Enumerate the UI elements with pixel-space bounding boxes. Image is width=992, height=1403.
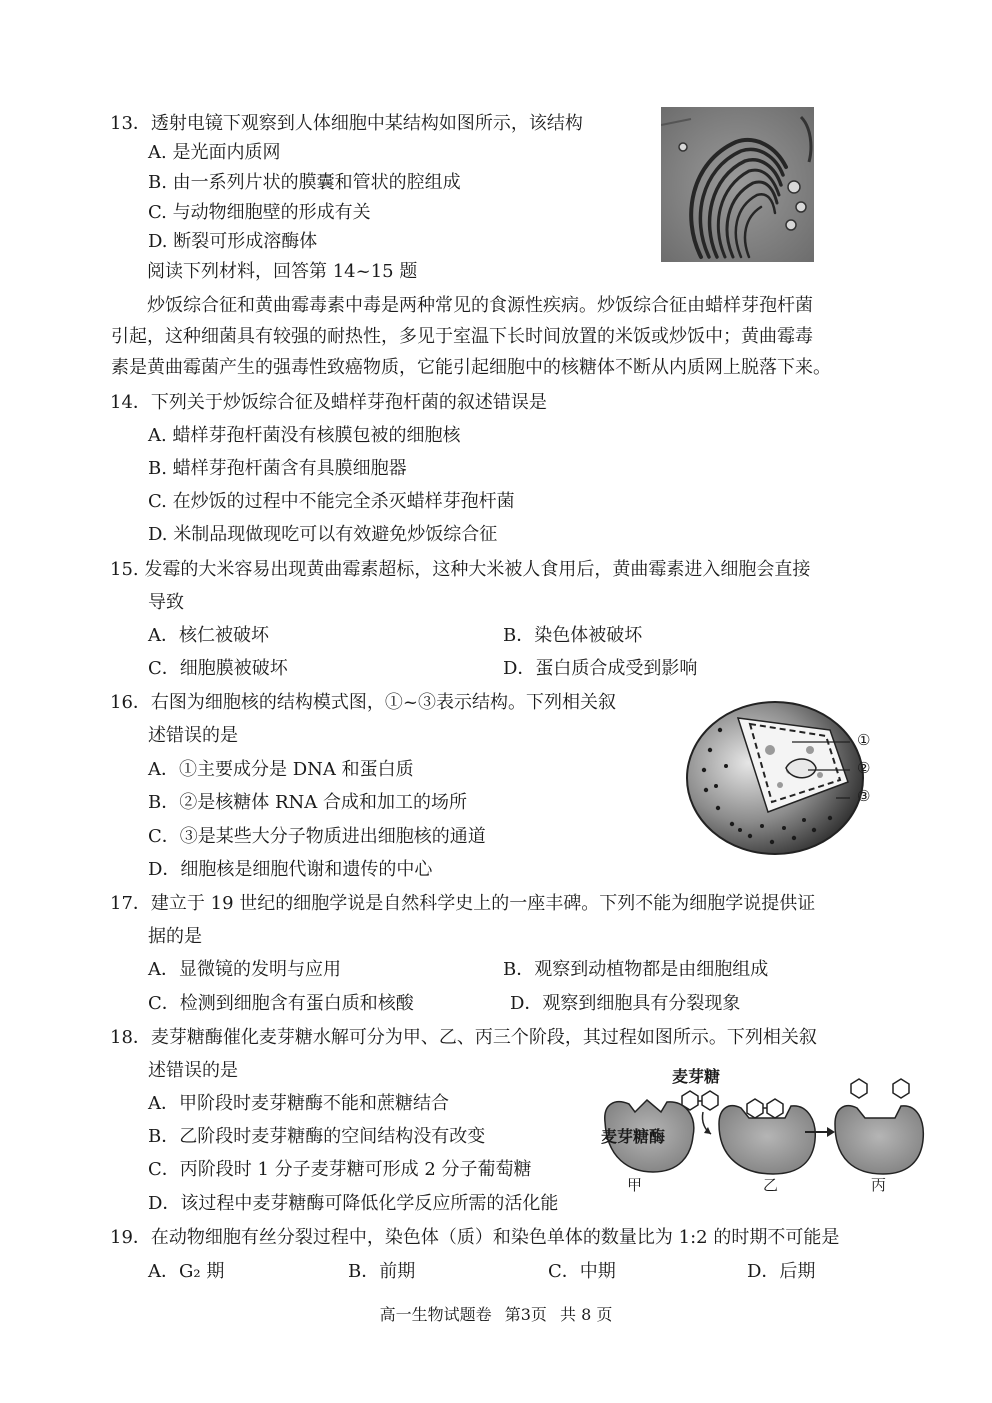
q17-option-b: B．观察到动植物都是由细胞组成 [503, 959, 769, 980]
q17-stem-cont: 据的是 [148, 926, 202, 947]
q14-stem: 14．下列关于炒饭综合征及蜡样芽孢杆菌的叙述错误是 [110, 392, 547, 413]
q17-option-a: A．显微镜的发明与应用 [148, 959, 341, 980]
q16-option-d: D．细胞核是细胞代谢和遗传的中心 [148, 859, 433, 880]
q16-option-b: B．②是核糖体 RNA 合成和加工的场所 [148, 792, 467, 813]
maltase-label: 麦芽糖酶 [601, 1127, 666, 1146]
q17-option-d: D．观察到细胞具有分裂现象 [510, 993, 741, 1014]
q18-option-c: C．丙阶段时 1 分子麦芽糖可形成 2 分子葡萄糖 [148, 1159, 532, 1180]
footer-page: 第3页 [504, 1305, 547, 1324]
reading-line-1: 炒饭综合征和黄曲霉毒素中毒是两种常见的食源性疾病。炒饭综合征由蜡样芽孢杆菌 [147, 295, 813, 316]
q17-option-c: C．检测到细胞含有蛋白质和核酸 [148, 993, 414, 1014]
q18-option-d: D．该过程中麦芽糖酶可降低化学反应所需的活化能 [148, 1193, 559, 1214]
q19-option-d: D．后期 [747, 1261, 816, 1282]
q19-option-a: A．G₂ 期 [148, 1261, 225, 1282]
q14-option-a: A. 蜡样芽孢杆菌没有核膜包被的细胞核 [148, 425, 461, 446]
q16-stem-cont: 述错误的是 [148, 725, 238, 746]
q19-option-c: C．中期 [548, 1261, 616, 1282]
q13-option-d: D. 断裂可形成溶酶体 [148, 231, 318, 252]
q18-option-b: B．乙阶段时麦芽糖酶的空间结构没有改变 [148, 1126, 486, 1147]
maltose-label: 麦芽糖 [672, 1067, 721, 1086]
q15-stem: 15. 发霉的大米容易出现黄曲霉素超标，这种大米被人食用后，黄曲霉素进入细胞会直接 [110, 559, 811, 580]
page-footer [0, 1304, 992, 1326]
q13-option-a: A. 是光面内质网 [148, 142, 281, 163]
q19-option-b: B．前期 [348, 1261, 416, 1282]
q15-option-c: C．细胞膜被破坏 [148, 658, 288, 679]
stage-label-bing: 丙 [871, 1176, 887, 1194]
q14-option-c: C. 在炒饭的过程中不能完全杀灭蜡样芽孢杆菌 [148, 491, 515, 512]
nucleus-diagram [680, 690, 910, 860]
q17-stem: 17．建立于 19 世纪的细胞学说是自然科学史上的一座丰碑。下列不能为细胞学说提供证 [110, 893, 816, 914]
nucleus-label-3: ③ [857, 787, 871, 805]
reading-intro: 阅读下列材料，回答第 14~15 题 [147, 261, 418, 282]
q14-option-d: D. 米制品现做现吃可以有效避免炒饭综合征 [148, 524, 498, 545]
q18-stem: 18．麦芽糖酶催化麦芽糖水解可分为甲、乙、丙三个阶段，其过程如图所示。下列相关叙 [110, 1027, 817, 1048]
q16-stem: 16．右图为细胞核的结构模式图，①~③表示结构。下列相关叙 [110, 692, 616, 713]
q13-option-c: C. 与动物细胞壁的形成有关 [148, 202, 371, 223]
reading-line-2: 引起，这种细菌具有较强的耐热性，多见于室温下长时间放置的米饭或炒饭中；黄曲霉毒 [111, 326, 813, 347]
q16-option-a: A．①主要成分是 DNA 和蛋白质 [148, 759, 414, 780]
q18-option-a: A．甲阶段时麦芽糖酶不能和蔗糖结合 [148, 1093, 449, 1114]
q15-stem-cont: 导致 [148, 592, 184, 613]
nucleus-label-1: ① [857, 731, 871, 749]
stage-label-yi: 乙 [763, 1176, 779, 1194]
nucleus-label-2: ② [857, 759, 871, 777]
q15-option-a: A．核仁被破坏 [148, 625, 269, 646]
q15-option-d: D．蛋白质合成受到影响 [503, 658, 698, 679]
q16-option-c: C．③是某些大分子物质进出细胞核的通道 [148, 826, 486, 847]
q18-stem-cont: 述错误的是 [148, 1060, 238, 1081]
q19-stem: 19．在动物细胞有丝分裂过程中，染色体（质）和染色单体的数量比为 1:2 的时期不可能是 [110, 1227, 840, 1248]
reading-line-3: 素是黄曲霉菌产生的强毒性致癌物质，它能引起细胞中的核糖体不断从内质网上脱落下来。 [111, 357, 831, 378]
q13-option-b: B. 由一系列片状的膜囊和管状的腔组成 [148, 172, 461, 193]
q14-option-b: B. 蜡样芽孢杆菌含有具膜细胞器 [148, 458, 407, 479]
q13-stem: 13．透射电镜下观察到人体细胞中某结构如图所示，该结构 [110, 113, 583, 134]
footer-total: 共 8 页 [560, 1305, 613, 1324]
q15-option-b: B．染色体被破坏 [503, 625, 643, 646]
footer-title: 高一生物试题卷 [379, 1305, 492, 1324]
golgi-micrograph [661, 107, 814, 262]
stage-label-jia: 甲 [627, 1176, 643, 1194]
